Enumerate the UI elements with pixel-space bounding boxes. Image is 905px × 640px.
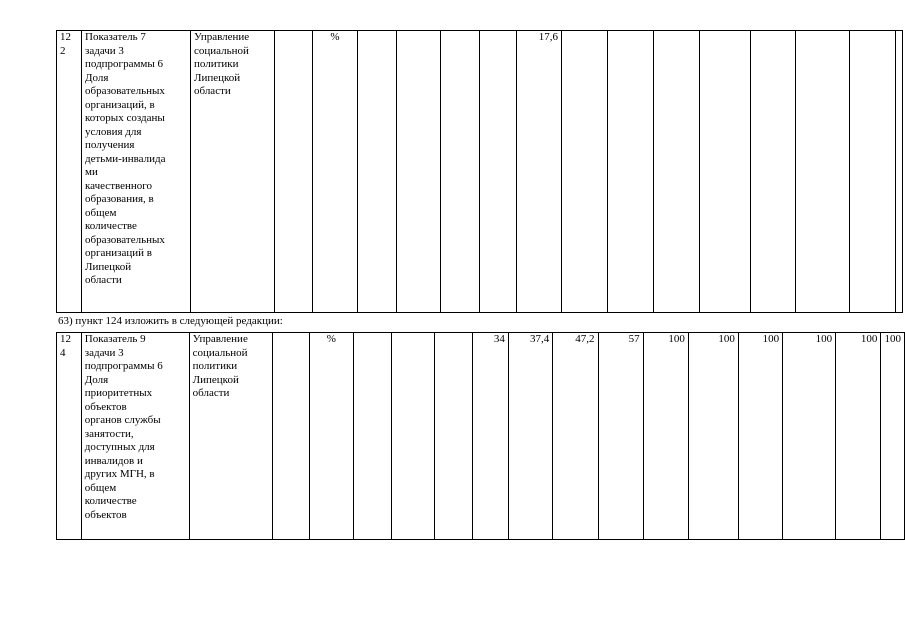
- value-cell: [358, 31, 397, 313]
- indicator-name: Показатель 9 задачи 3 подпрограммы 6 Доля приоритетных объектов органов службы занятости, доступных для инвалидов и других МГН, в общем количестве объектов: [81, 333, 189, 540]
- value-cell: [796, 31, 850, 313]
- value-cell: [397, 31, 441, 313]
- value-cell: [434, 333, 472, 540]
- row-number: 12 4: [57, 333, 82, 540]
- value-cell: [441, 31, 480, 313]
- table-row-124: [56, 332, 905, 540]
- value-cell: 100: [643, 333, 688, 540]
- value-cell: [850, 31, 896, 313]
- value-cell: [353, 333, 391, 540]
- table-row-122: [56, 30, 903, 313]
- table-row: [57, 333, 905, 540]
- value-cell: 17,6: [517, 31, 562, 313]
- value-cell: 57: [598, 333, 643, 540]
- value-cell: [896, 31, 903, 313]
- value-cell: 47,2: [553, 333, 598, 540]
- table-row: [57, 31, 903, 313]
- responsible-body: Управление социальной политики Липецкой области: [191, 31, 275, 313]
- empty-cell: [272, 333, 309, 540]
- value-cell: [562, 31, 608, 313]
- value-cell: 100: [738, 333, 782, 540]
- value-cell: [608, 31, 654, 313]
- empty-cell: [275, 31, 313, 313]
- value-cell: [700, 31, 751, 313]
- value-cell: [654, 31, 700, 313]
- value-cell: 100: [783, 333, 836, 540]
- value-cell: 100: [881, 333, 905, 540]
- row-number: 12 2: [57, 31, 82, 313]
- value-cell: 100: [836, 333, 881, 540]
- value-cell: 34: [472, 333, 508, 540]
- responsible-body: Управление социальной политики Липецкой области: [189, 333, 272, 540]
- value-cell: [391, 333, 434, 540]
- unit-cell: %: [309, 333, 353, 540]
- value-cell: 37,4: [508, 333, 552, 540]
- value-cell: [751, 31, 796, 313]
- amendment-note: 63) пункт 124 изложить в следующей редакции:: [58, 315, 283, 327]
- unit-cell: %: [313, 31, 358, 313]
- value-cell: 100: [688, 333, 738, 540]
- value-cell: [480, 31, 517, 313]
- indicator-name: Показатель 7 задачи 3 подпрограммы 6 Доля образовательных организаций, в которых созданы условия для получения детьми-инвалида ми качественного образования, в общем количестве образовательных организаций в Липецкой области: [82, 31, 191, 313]
